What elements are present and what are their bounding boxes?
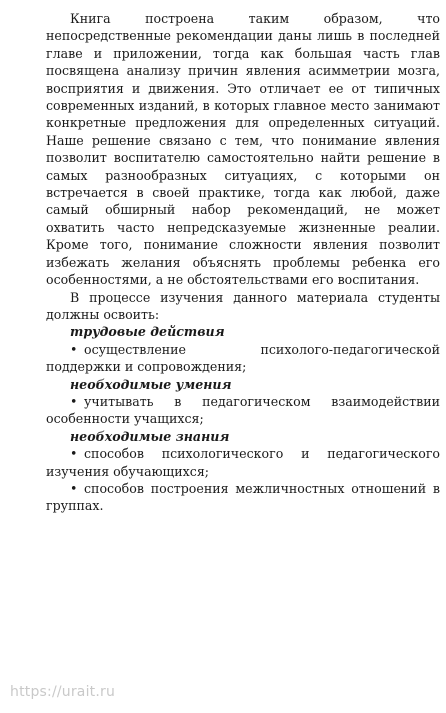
list-item (46, 480, 440, 515)
list-item-text: способов психологического и педагогического изучения обучающихся; (46, 446, 440, 479)
list-item-text: учитывать в педагогическом взаимодействии особенности учащихся; (46, 393, 440, 427)
bullet-icon: • (70, 446, 78, 462)
list-item-text: осуществление психолого-педагогической поддержки и сопровождения; (46, 341, 440, 375)
document-body (46, 10, 440, 515)
section-heading: необходимые знания (70, 428, 230, 444)
section-required-knowledge (46, 428, 440, 515)
bullet-icon: • (70, 393, 78, 409)
list-item (46, 341, 440, 376)
list-item-text: способов построения межличностных отношений в группах. (46, 480, 440, 514)
list-item (46, 445, 440, 480)
watermark-url: https://urait.ru (10, 684, 116, 700)
bullet-icon: • (70, 480, 78, 496)
section-heading: трудовые действия (70, 324, 225, 340)
bullet-icon: • (70, 341, 78, 357)
section-required-skills (46, 376, 440, 428)
list-item (46, 393, 440, 428)
intro-paragraph: Книга построена таким образом, что непосредственные рекомендации даны лишь в последней главе и приложении, тогда как большая часть глав посвящена анализу причин явления асимметрии мозга, восприятия и движения. Это отличает ее от типичных современных изданий, в которых главное место занимают конкретные предложения для определенных ситуаций. Наше решение связано с тем, что понимание явления позволит воспитателю самостоятельно найти решение в самых разнообразных ситуациях, с которыми он встречается в своей практике, тогда как любой, даже самый обширный набор рекомендаций, не может охватить часто непредсказуемые жизненные реалии. Кроме того, понимание сложности явления позволит избежать желания объяснять проблемы ребенка его особенностями, а не обстоятельствами его воспитания. (46, 11, 440, 288)
section-labor-actions (46, 323, 440, 375)
section-heading: необходимые умения (70, 376, 232, 392)
study-goals-paragraph: В процессе изучения данного материала студенты должны освоить: (46, 289, 440, 322)
